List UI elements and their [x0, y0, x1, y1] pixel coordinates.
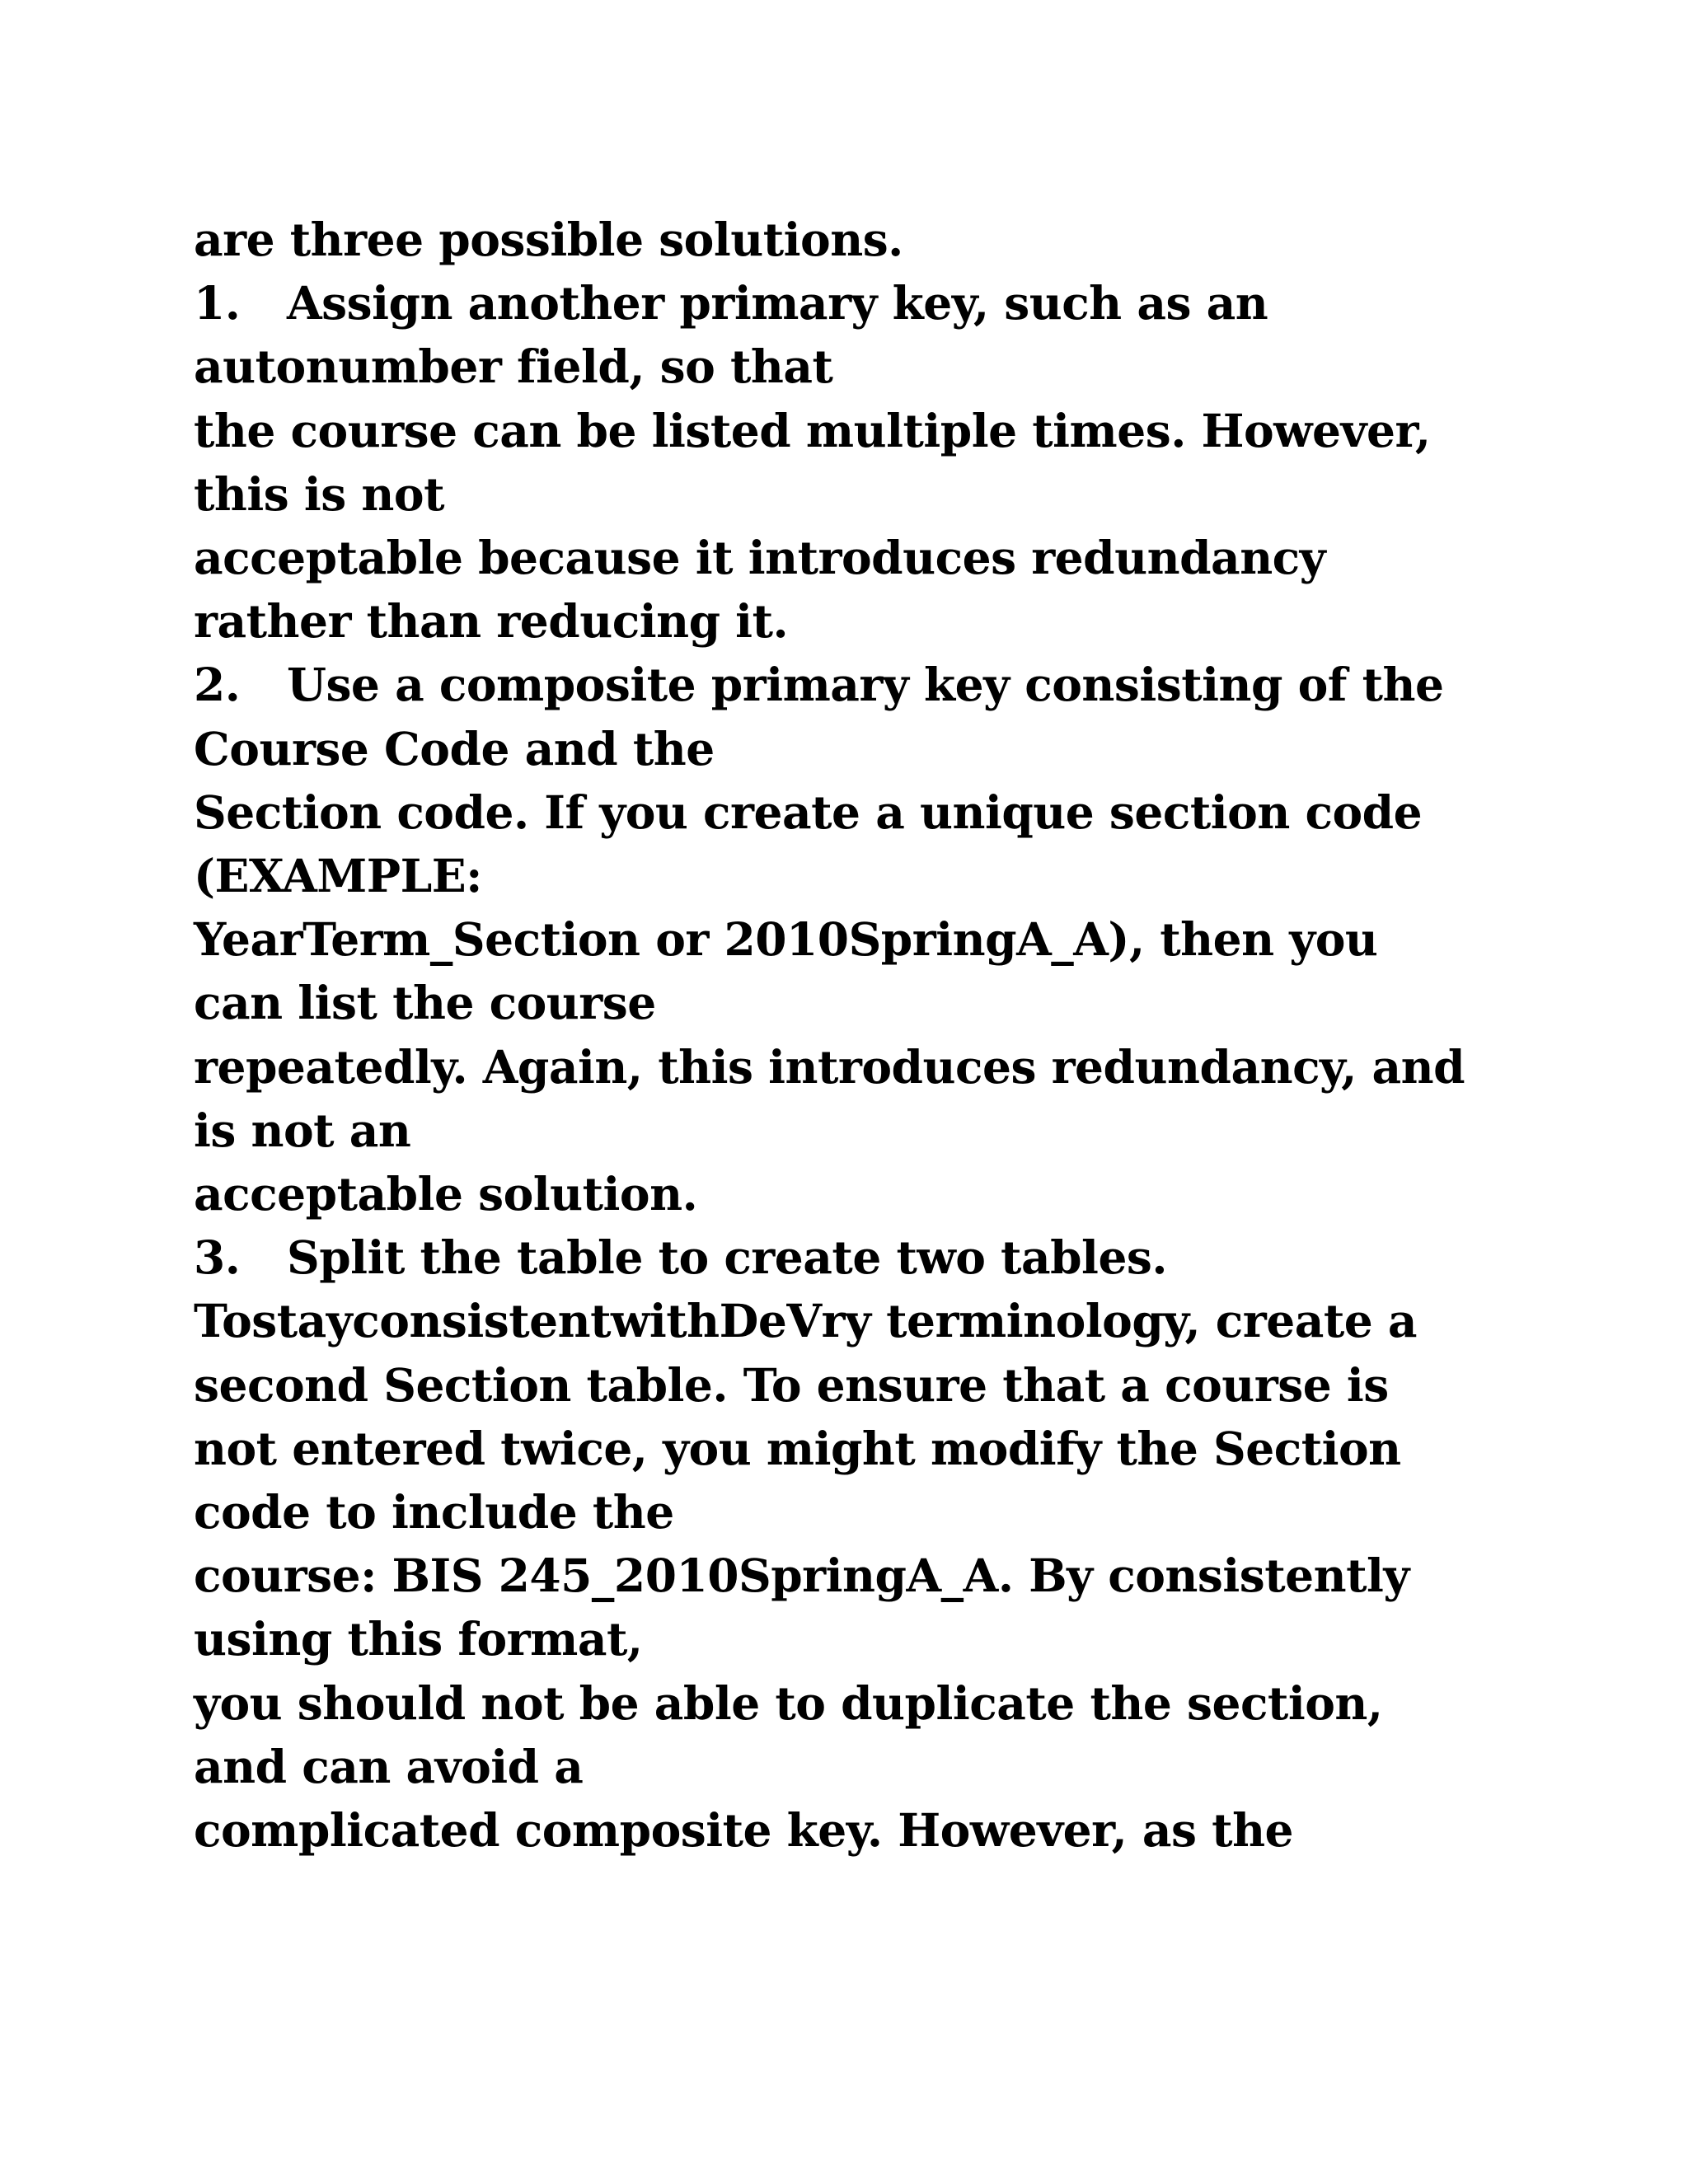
list-item-1	[194, 271, 1545, 335]
text-line: not entered twice, you might modify the Section	[194, 1421, 1401, 1475]
body-text	[194, 208, 1545, 1862]
text-line: can list the course	[194, 976, 656, 1030]
list-number: 1.	[194, 276, 241, 330]
text-line: using this format,	[194, 1612, 643, 1666]
text-line: rather than reducing it.	[194, 594, 789, 649]
text-line: and can avoid a	[194, 1739, 584, 1793]
text-line: YearTerm_Section or 2010SpringA_A), then you	[194, 912, 1378, 967]
text-line: Use a composite primary key consisting of the	[287, 658, 1444, 712]
text-line: autonumber field, so that	[194, 340, 833, 394]
text-line: acceptable because it introduces redundancy	[194, 531, 1326, 585]
text-line: Section code. If you create a unique section code	[194, 785, 1423, 839]
text-line: complicated composite key. However, as the	[194, 1803, 1294, 1858]
list-item-2	[194, 653, 1545, 716]
text-line: TostayconsistentwithDeVry terminology, create a	[194, 1294, 1418, 1348]
text-line: are three possible solutions.	[194, 213, 903, 266]
text-line: is not an	[194, 1103, 411, 1157]
text-line: Course Code and the	[194, 721, 715, 776]
list-item-3	[194, 1226, 1545, 1289]
text-line: you should not be able to duplicate the section,	[194, 1675, 1383, 1730]
text-line: repeatedly. Again, this introduces redundancy, and	[194, 1039, 1465, 1094]
text-line: this is not	[194, 466, 444, 521]
text-line: Assign another primary key, such as an	[287, 276, 1268, 330]
text-line: acceptable solution.	[194, 1167, 698, 1221]
text-line: code to include the	[194, 1485, 674, 1540]
list-number: 3.	[194, 1230, 241, 1285]
text-line: course: BIS 245_2010SpringA_A. By consistently	[194, 1549, 1409, 1603]
text-line: (EXAMPLE:	[194, 849, 482, 903]
text-line: second Section table. To ensure that a course is	[194, 1357, 1389, 1412]
list-number: 2.	[194, 658, 241, 712]
text-line: Split the table to create two tables.	[287, 1230, 1168, 1285]
text-line: the course can be listed multiple times. However,	[194, 403, 1431, 457]
